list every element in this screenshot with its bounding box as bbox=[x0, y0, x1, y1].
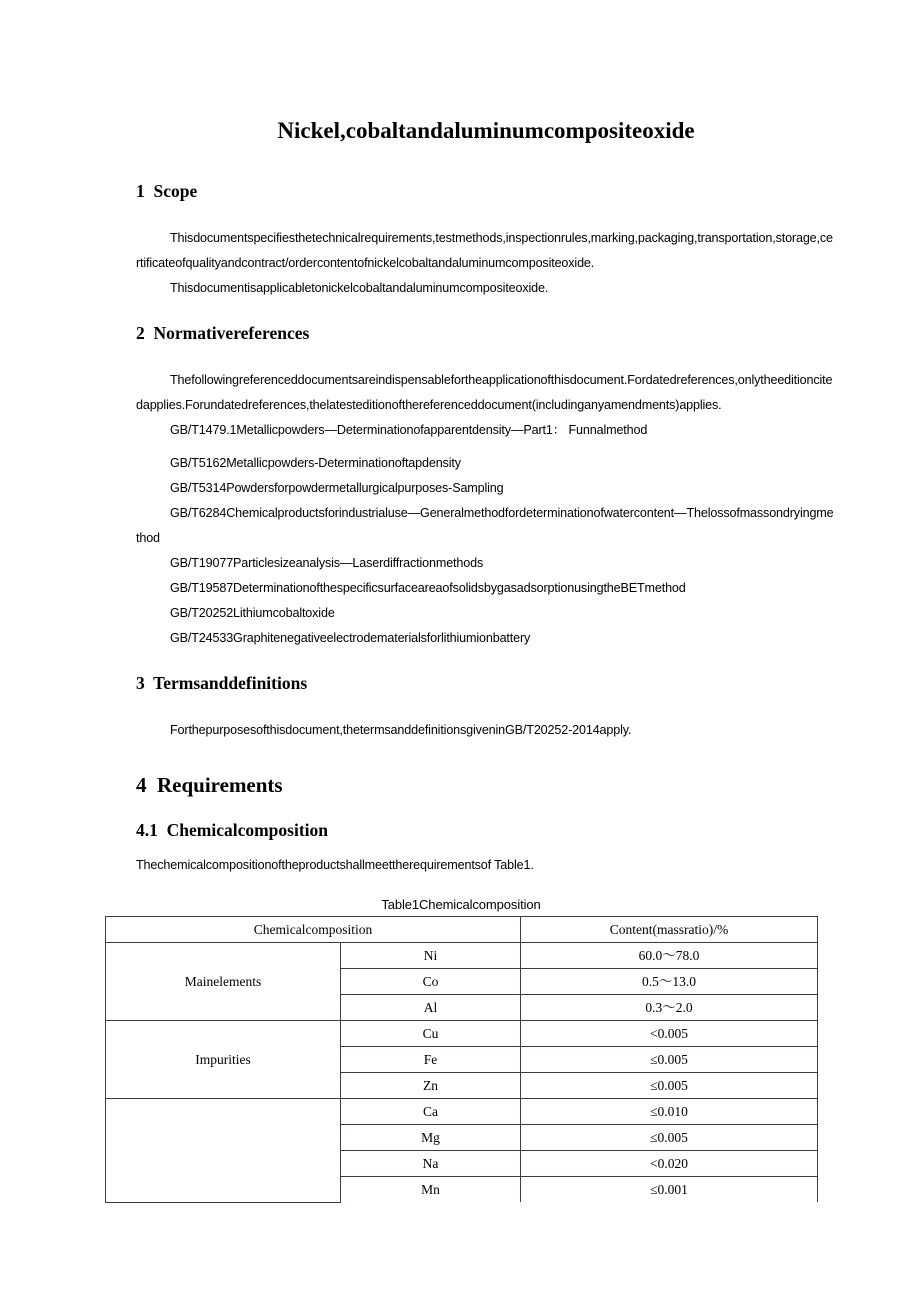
table-cell-content: <0.020 bbox=[521, 1151, 818, 1177]
table-cell-element: Al bbox=[341, 995, 521, 1021]
spacer bbox=[136, 301, 836, 323]
table-cell-element: Co bbox=[341, 969, 521, 995]
terms-paragraph-1: Forthepurposesofthisdocument,thetermsanddefinitionsgiveninGB/T20252-2014apply. bbox=[170, 723, 632, 738]
table-cell-content: <0.005 bbox=[521, 1021, 818, 1047]
table-row bbox=[106, 943, 818, 969]
spacer bbox=[136, 651, 836, 673]
reference-item: GB/T6284Chemicalproductsforindustrialuse—Generalmethodfordeterminationofwatercontent—Thelossofmassondryingmethod bbox=[136, 506, 834, 546]
table-cell-element: Fe bbox=[341, 1047, 521, 1073]
table-cell-element: Na bbox=[341, 1151, 521, 1177]
table-cell-content: 0.5～13.0 bbox=[521, 969, 818, 995]
heading-terms-and-definitions: 3 Termsanddefinitions bbox=[136, 673, 308, 694]
table-row bbox=[106, 1021, 818, 1047]
scope-paragraph-1: Thisdocumentspecifiesthetechnicalrequirements,testmethods,inspectionrules,marking,packaging,transportation,storage,certificateofqualityandcontract/ordercontentofnickelcobaltandaluminumcompositeoxide. bbox=[136, 231, 833, 271]
normative-references-paragraph-1: Thefollowingreferenceddocumentsareindispensablefortheapplicationofthisdocument.Fordatedreferences,onlytheeditioncitedapplies.Forundatedreferences,thelatesteditionofthereferenceddocument(includinganyamendments)applies. bbox=[136, 373, 833, 413]
heading-normative-references: 2 Normativereferences bbox=[136, 323, 310, 344]
table-cell-element: Mg bbox=[341, 1125, 521, 1151]
heading-scope: 1 Scope bbox=[136, 181, 198, 202]
table-cell-content: ≤0.001 bbox=[521, 1177, 818, 1203]
table-cell-content: ≤0.005 bbox=[521, 1047, 818, 1073]
spacer bbox=[136, 743, 836, 773]
table1-caption: Table1Chemicalcomposition bbox=[381, 897, 541, 912]
reference-item: GB/T19587DeterminationofthespecificsurfaceareaofsolidsbygasadsorptionusingtheBETmethod bbox=[170, 581, 686, 596]
reference-item: GB/T20252Lithiumcobaltoxide bbox=[170, 606, 335, 621]
table-group-label-impurities: Impurities bbox=[106, 1021, 341, 1099]
spacer bbox=[136, 694, 836, 718]
table-cell-element: Ca bbox=[341, 1099, 521, 1125]
table-cell-content: ≤0.010 bbox=[521, 1099, 818, 1125]
document-body bbox=[136, 118, 836, 878]
spacer bbox=[136, 443, 836, 451]
chemical-composition-paragraph-1: Thechemicalcompositionoftheproductshallmeettherequirementsof Table1. bbox=[136, 858, 534, 873]
table-cell-content: ≤0.005 bbox=[521, 1125, 818, 1151]
spacer bbox=[136, 344, 836, 368]
table-header-content: Content(massratio)/% bbox=[521, 917, 818, 943]
table-cell-element: Mn bbox=[341, 1177, 521, 1203]
document-title: Nickel,cobaltandaluminumcompositeoxide bbox=[277, 118, 695, 143]
table-group-label-main-elements: Mainelements bbox=[106, 943, 341, 1021]
reference-item: GB/T5314Powdersforpowdermetallurgicalpurposes-Sampling bbox=[170, 481, 504, 496]
table-group-label-continuation bbox=[106, 1099, 341, 1203]
spacer bbox=[136, 798, 836, 820]
spacer bbox=[136, 202, 836, 226]
table-cell-content: 0.3～2.0 bbox=[521, 995, 818, 1021]
table-cell-content: 60.0～78.0 bbox=[521, 943, 818, 969]
reference-item: GB/T5162Metallicpowders-Determinationoftapdensity bbox=[170, 456, 461, 471]
table-header-row bbox=[106, 917, 818, 943]
table-header-composition: Chemicalcomposition bbox=[106, 917, 521, 943]
table1-chemical-composition bbox=[105, 916, 818, 1203]
table-cell-element: Ni bbox=[341, 943, 521, 969]
table-cell-element: Cu bbox=[341, 1021, 521, 1047]
reference-item: GB/T19077Particlesizeanalysis—Laserdiffractionmethods bbox=[170, 556, 484, 571]
spacer bbox=[136, 841, 836, 853]
heading-chemical-composition: 4.1 Chemicalcomposition bbox=[136, 820, 329, 841]
table-row bbox=[106, 1099, 818, 1125]
table-cell-element: Zn bbox=[341, 1073, 521, 1099]
heading-requirements: 4 Requirements bbox=[136, 773, 283, 798]
reference-item: GB/T1479.1Metallicpowders—Determinationofapparentdensity—Part1： Funnalmethod bbox=[170, 423, 648, 438]
table1-block bbox=[105, 897, 817, 1203]
table-cell-content: ≤0.005 bbox=[521, 1073, 818, 1099]
reference-item: GB/T24533Graphitenegativeelectrodematerialsforlithiumionbattery bbox=[170, 631, 531, 646]
scope-paragraph-2: Thisdocumentisapplicabletonickelcobaltandaluminumcompositeoxide. bbox=[170, 281, 549, 296]
